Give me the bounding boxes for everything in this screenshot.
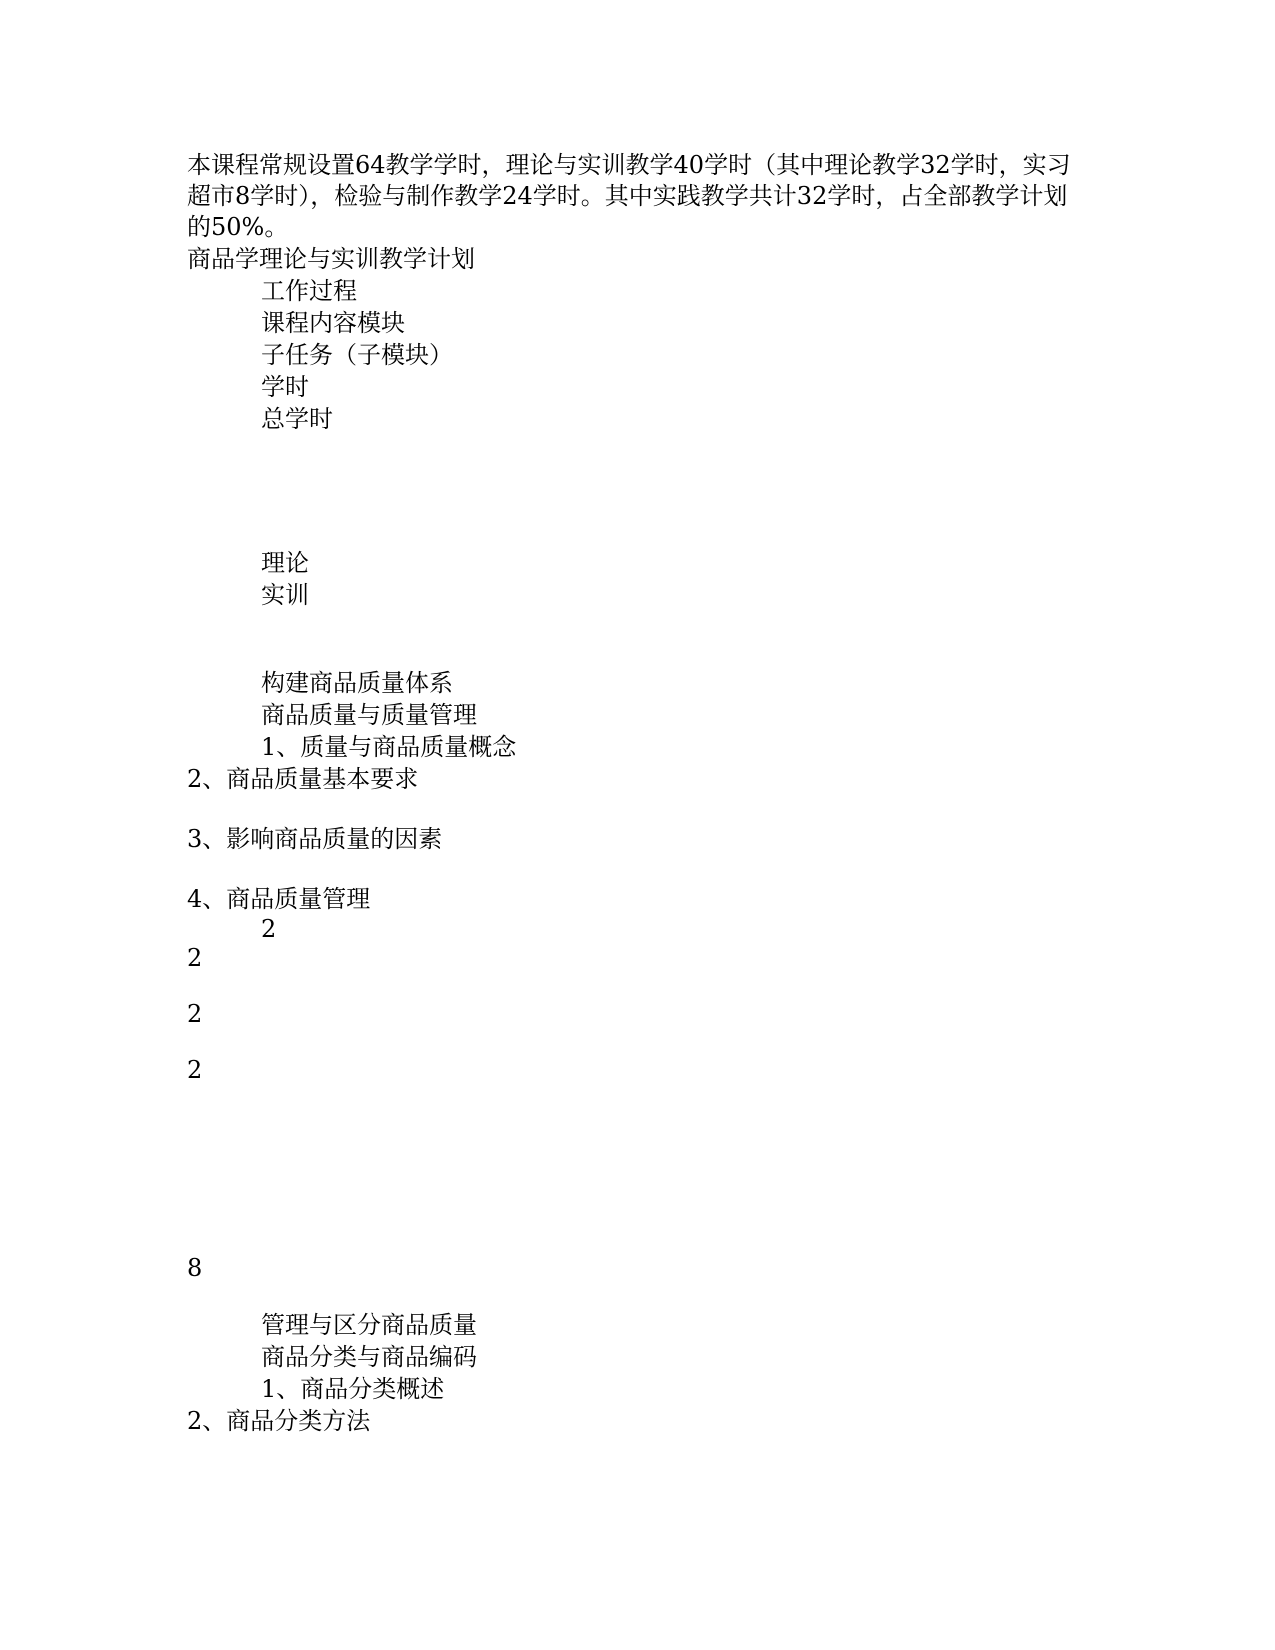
section1-task: 3、影响商品质量的因素 xyxy=(187,825,443,853)
intro-paragraph: 本课程常规设置64教学学时，理论与实训教学40学时（其中理论教学32学时，实习超市8学时），检验与制作教学24学时。其中实践教学共计32学时，占全部教学计划的50%。 xyxy=(187,151,1071,241)
section2-work-process: 管理与区分商品质量 xyxy=(261,1311,477,1339)
section1-module: 商品质量与质量管理 xyxy=(261,701,477,729)
section1-hours: 2 xyxy=(187,1000,203,1028)
header-theory: 理论 xyxy=(261,549,309,577)
section1-work-process: 构建商品质量体系 xyxy=(261,669,453,697)
section1-task: 1、质量与商品质量概念 xyxy=(261,733,517,761)
section2-task: 2、商品分类方法 xyxy=(187,1407,371,1435)
header-content-module: 课程内容模块 xyxy=(261,309,405,337)
section1-hours: 2 xyxy=(261,915,277,943)
header-work-process: 工作过程 xyxy=(261,277,357,305)
section2-task: 1、商品分类概述 xyxy=(261,1375,445,1403)
section1-hours: 2 xyxy=(187,1056,203,1084)
header-practice: 实训 xyxy=(261,581,309,609)
header-hours: 学时 xyxy=(261,373,309,401)
section1-task: 4、商品质量管理 xyxy=(187,885,371,913)
table-title: 商品学理论与实训教学计划 xyxy=(187,245,475,273)
section1-hours: 2 xyxy=(187,944,203,972)
section1-task: 2、商品质量基本要求 xyxy=(187,765,419,793)
section2-module: 商品分类与商品编码 xyxy=(261,1343,477,1371)
header-subtask: 子任务（子模块） xyxy=(261,341,453,369)
header-total-hours: 总学时 xyxy=(261,405,333,433)
section1-total: 8 xyxy=(187,1254,203,1282)
